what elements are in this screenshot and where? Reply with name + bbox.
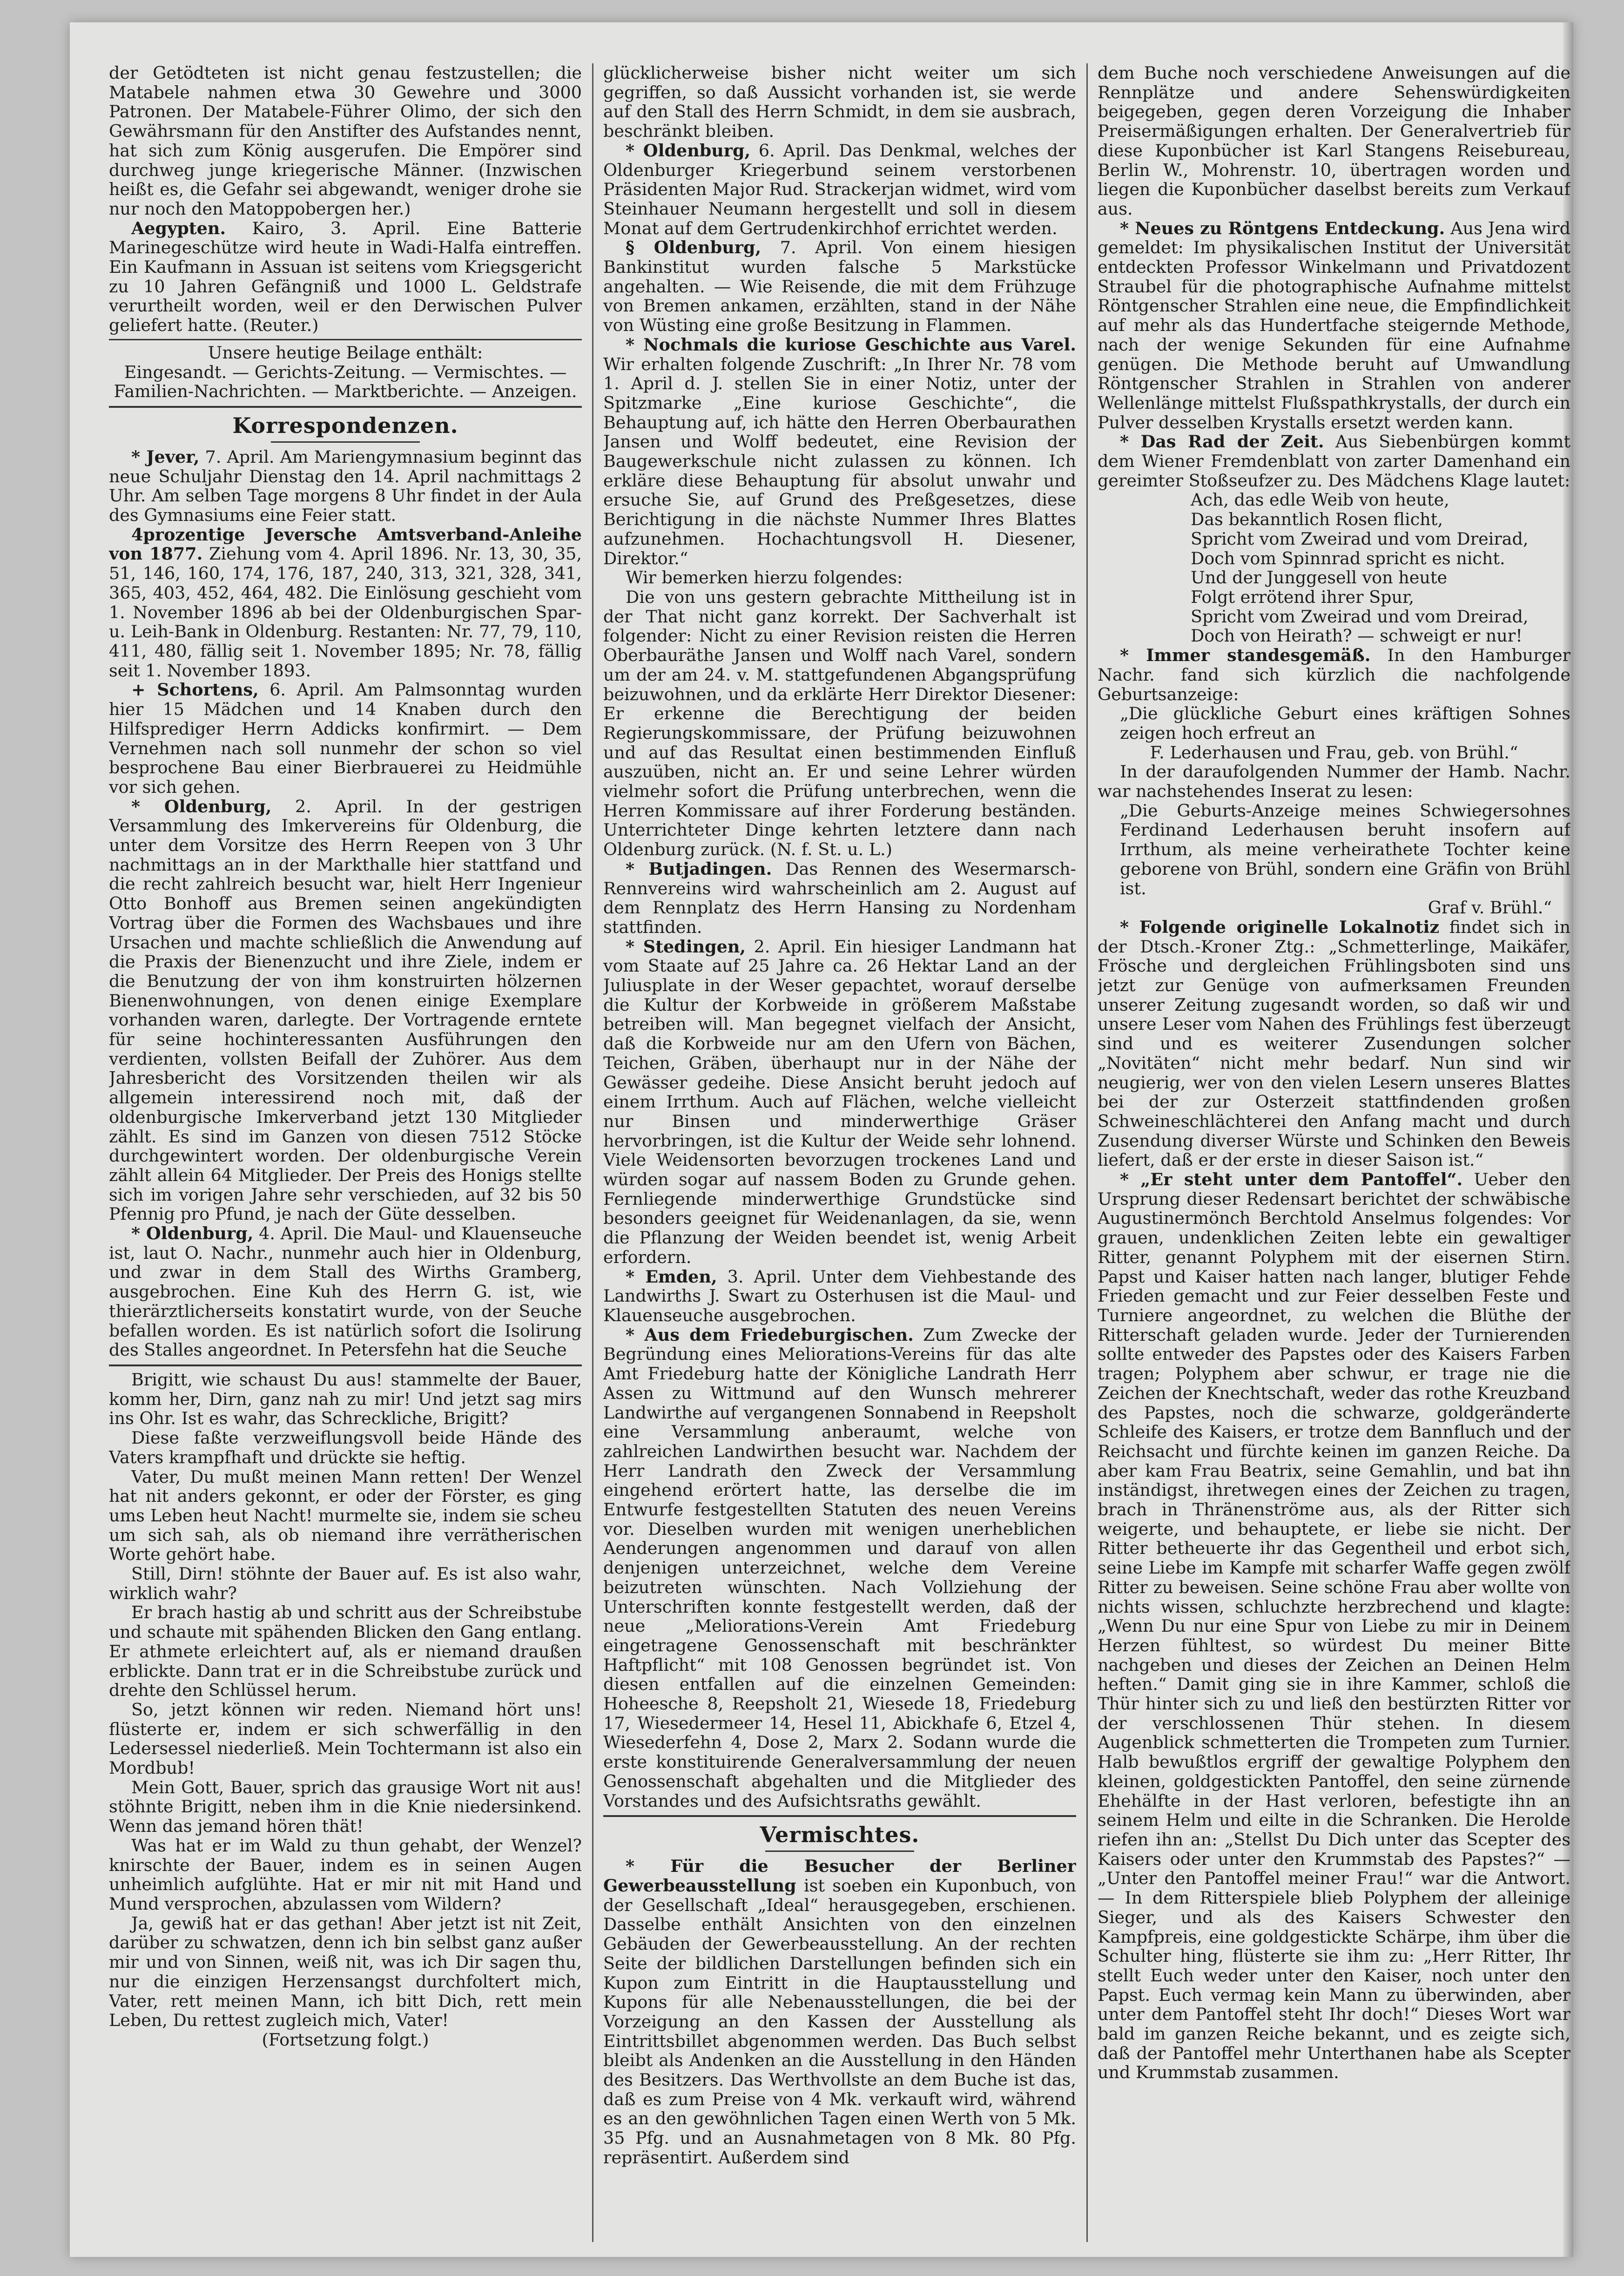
feuilleton-paragraph: Brigitt, wie schaust Du aus! stammelte der Bauer, komm her, Dirn, ganz nah zu mir! Und jetzt sag mirs ins Ohr. Ist es wahr, das Schreckliche, Brigitt? bbox=[109, 1370, 582, 1429]
heading-gewerbeausstellung: * Für die Besucher der Berliner Gewerbeausstellung bbox=[603, 1856, 1076, 1896]
article-standesgemaess-followup: In der daraufolgenden Nummer der Hamb. Nachr. war nachstehendes Inserat zu lesen: bbox=[1098, 762, 1570, 802]
feuilleton-paragraph: Ja, gewiß hat er das gethan! Aber jetzt ist nit Zeit, darüber zu schwatzen, denn ich bin selbst ganz außer mir und von Sinnen, weiß nit, was ich Dir sagen thu, nur die einzigen Herzensangst durchfoltert mich, Vater, rett meinen Mann, ich bitt Dich, rett mein Leben, Du rettest zugleich mich, Vater! bbox=[109, 1913, 582, 2031]
article-rad-der-zeit bbox=[1098, 432, 1570, 490]
article-anleihe bbox=[109, 525, 582, 681]
heading-butjadingen: * Butjadingen. bbox=[626, 858, 772, 879]
feuilleton-paragraph: Was hat er im Wald zu thun gehabt, der Wenzel? knirschte der Bauer, indem es in seinen Augen unheimlich aufglühte. Hat er mir nit mit Hand und Mund versprochen, abzulassen vom Wildern? bbox=[109, 1835, 582, 1914]
feuilleton-paragraph: So, jetzt können wir reden. Niemand hört uns! flüsterte er, indem er sich schwerfällig in den Ledersessel niederließ. Mein Tochtermann ist also ein Mordbub! bbox=[109, 1699, 582, 1778]
heading-oldenburg: * Oldenburg, bbox=[626, 140, 751, 161]
feuilleton-paragraph: Diese faßte verzweiflungsvoll beide Hände des Vaters krampfhaft und drückte sie heftig. bbox=[109, 1428, 582, 1467]
article-varel-text: Wir erhalten folgende Zuschrift: „In Ihrer Nr. 78 vom 1. April d. J. stellen Sie in einer Notiz, unter der Spitzmarke „Eine kuriose Geschichte“, die Behauptung auf, ich hätte den Herren Oberbaurathen Jansen und Wolff bedeutet, eine Revision der Baugewerkschule nicht zulassen zu können. Ich erkläre diese Behauptung für absolut unwahr und ersuche Sie, auf Grund des Preßgesetzes, diese Berichtigung in die nächste Nummer Ihres Blattes aufzunehmen. Hochachtungsvoll H. Diesener, Direktor.“ bbox=[603, 354, 1076, 568]
heading-schortens: + Schortens, bbox=[131, 680, 259, 700]
article-oldenburg-falschgeld-text: 7. April. Von einem hiesigen Bankinstitut wurden falsche 5 Markstücke angehalten. — Wie Reisende, die mit dem Frühzuge von Bremen ankamen, erzählten, stand in der Nähe von Wüsting eine große Besitzung in Flammen. bbox=[603, 237, 1076, 336]
article-oldenburg-seuche bbox=[109, 1224, 582, 1360]
article-gewerbeausstellung bbox=[603, 1857, 1076, 2167]
heading-friedeburg: * Aus dem Friedeburgischen. bbox=[626, 1324, 914, 1345]
article-aegypten bbox=[109, 219, 582, 335]
beilage-line-1: Unsere heutige Beilage enthält: bbox=[208, 342, 483, 363]
article-friedeburg bbox=[603, 1325, 1076, 1811]
feuilleton-paragraph: Vater, Du mußt meinen Mann retten! Der Wenzel hat nit anders gekonnt, er oder der Förster, es ging ums Leben heut Nacht! murmelte sie, indem sie scheu um sich sah, als ob niemand ihre verrätherischen Worte gehört habe. bbox=[109, 1466, 582, 1565]
article-standesgemaess bbox=[1098, 646, 1570, 704]
poem-line: Folgt errötend ihrer Spur, bbox=[1191, 587, 1415, 607]
article-jever bbox=[109, 447, 582, 525]
heading-standesgemaess: * Immer standesgemäß. bbox=[1120, 645, 1371, 666]
article-butjadingen bbox=[603, 859, 1076, 937]
poem-line: Und der Junggesell von heute bbox=[1191, 567, 1448, 588]
correction-announcement: „Die Geburts-Anzeige meines Schwiegersohnes Ferdinand Lederhausen beruht insofern auf Irrthum, als meine verheirathete Tochter keine geborene von Brühl, sondern eine Gräfin von Brühl ist. bbox=[1120, 800, 1570, 898]
article-anleihe-text: Ziehung vom 4. April 1896. Nr. 13, 30, 35, 51, 146, 160, 174, 176, 187, 240, 313, 321, 328, 341, 365, 403, 452, 464, 482. Die Einlösung geschieht vom 1. November 1896 ab bei der Oldenburgischen Spar- u. Leih-Bank in Oldenburg. Restanten: Nr. 77, 79, 110, 411, 480, fällig seit 1. November 1895; Nr. 78, fällig seit 1. November 1893. bbox=[109, 544, 582, 681]
divider bbox=[109, 406, 582, 408]
article-oldenburg-seuche-text: 4. April. Die Maul- und Klauenseuche ist, laut O. Nachr., nunmehr auch hier in Oldenburg, und zwar in dem Stall des Wirths Gramberg, ausgebrochen. Eine Kuh des Herrn G. ist, wie thierärztlicherseits konstatirt wurde, von der Seuche befallen worden. Es ist natürlich sofort die Isolirung des Stalles angeordnet. In Petersfehn hat die Seuche bbox=[109, 1223, 582, 1360]
article-roentgen bbox=[1098, 219, 1570, 432]
article-oldenburg-imker-text: 2. April. In der gestrigen Versammlung des Imkervereins für Oldenburg, die unter dem Vorsitze des Herrn Reepen von 3 Uhr nachmittags an in der Markthalle hier stattfand und die recht zahlreich besucht war, hielt Herr Ingenieur Otto Bonhoff aus Bremen seinen angekündigten Vortrag über die Formen des Wachsbaues und ihre Ursachen und machte schließlich die Anwendung auf die Praxis der Bienenzucht und ihre Ziele, indem er die Benutzung der von ihm konstruirten hölzernen Bienenwohnungen, von denen einige Exemplare vorhanden waren, darlegte. Der Vortragende erntete für seine hochinteressanten Ausführungen den verdienten, vollsten Beifall der Zuhörer. Aus dem Jahresbericht des Vorsitzenden theilen wir als allgemein interessirend noch mit, daß der oldenburgische Imkerverband jetzt 130 Mitglieder zählt. Es sind im Ganzen von diesen 7512 Stöcke durchgewintert worden. Der oldenburgische Verein zählt allein 64 Mitglieder. Der Preis des Honigs stellte sich im vorigen Jahre sehr verschieden, auf 32 bis 50 Pfennig pro Pfund, je nach der Güte desselben. bbox=[109, 796, 582, 1224]
heading-aegypten: Aegypten. bbox=[131, 218, 226, 238]
poem bbox=[1098, 490, 1570, 646]
article-emden bbox=[603, 1267, 1076, 1325]
article-varel-remark: Wir bemerken hierzu folgendes: bbox=[626, 567, 903, 588]
poem-line: Doch vom Spinnrad spricht es nicht. bbox=[1191, 548, 1505, 568]
article-lokalnotiz-text: findet sich in der Dtsch.-Kroner Ztg.: „Schmetterlinge, Maikäfer, Frösche und dergleichen Frühlingsboten sind uns jetzt zur Genüge von aufmerksamen Freunden unserer Zeitung zugesandt worden, so daß wir und unsere Leser vom Nahen des Frühlings fest überzeugt sind und es weiterer Zusendungen solcher „Novitäten“ nicht mehr bedarf. Nun sind wir neugierig, wer von den vielen Lesern unseres Blattes bei der zur Osterzeit stattfindenden großen Schweineschlächterei den Anfang macht und durch Zusendung diverser Würste und Schinken den Beweis liefert, daß er der erste in dieser Saison ist.“ bbox=[1098, 917, 1570, 1170]
article-schortens-text: 6. April. Am Palmsonntag wurden hier 15 Mädchen und 14 Knaben durch den Hilfsprediger Herrn Addicks konfirmirt. — Dem Vernehmen nach soll nunmehr der schon so viel besprochene Bau einer Bierbrauerei zu Heidmühle vor sich gehen. bbox=[109, 680, 582, 797]
divider bbox=[603, 1815, 1076, 1817]
poem-line: Ach, das edle Weib von heute, bbox=[1191, 490, 1449, 510]
column-divider-1 bbox=[592, 63, 593, 2242]
article-seuche-continued: glücklicherweise bisher nicht weiter um sich gegriffen, so daß Aussicht vorhanden ist, sie werde auf den Stall des Herrn Schmidt, in dem sie ausbrach, beschränkt bleiben. bbox=[603, 63, 1076, 142]
article-oldenburg-falschgeld bbox=[603, 238, 1076, 335]
poem-line: Spricht vom Zweirad und vom Dreirad, bbox=[1191, 528, 1529, 549]
heading-jever: * Jever, bbox=[131, 446, 200, 467]
article-matabele-continued: der Getödteten ist nicht genau festzustellen; die Matabele nahmen etwa 30 Gewehre und 3000 Patronen. Der Matabele-Führer Olimo, der sich den Gewährsmann für den Anstifter des Aufstandes nennt, hat sich zum König ausgerufen. Die Empörer sind durchweg junge kriegerische Männer. (Inzwischen heißt es, die Gefahr sei abgewandt, weniger drohe sie nur noch den Matoppobergen her.) bbox=[109, 63, 582, 219]
article-oldenburg-denkmal bbox=[603, 141, 1076, 238]
feuilleton-paragraph: Still, Dirn! stöhnte der Bauer auf. Es ist also wahr, wirklich wahr? bbox=[109, 1564, 582, 1603]
birth-announcement: „Die glückliche Geburt eines kräftigen Sohnes zeigen hoch erfreut an bbox=[1120, 703, 1570, 743]
divider bbox=[109, 339, 582, 340]
heading-anleihe: 4prozentige Jeversche Amtsverband-Anleihe von 1877. bbox=[109, 524, 582, 564]
heading-pantoffel: * „Er steht unter dem Pantoffel“. bbox=[1120, 1169, 1463, 1190]
article-jever-text: 7. April. Am Mariengymnasium beginnt das neue Schuljahr Dienstag den 14. April nachmittags 2 Uhr. Am selben Tage morgens 8 Uhr findet in der Aula des Gymnasiums eine Feier statt. bbox=[109, 446, 582, 526]
section-title-korrespondenzen: Korrespondenzen. bbox=[232, 412, 458, 438]
article-schortens bbox=[109, 680, 582, 797]
fortsetzung-note: (Fortsetzung folgt.) bbox=[262, 2029, 429, 2050]
heading-roentgen: * Neues zu Röntgens Entdeckung. bbox=[1120, 218, 1445, 238]
article-butjadingen-text: Das Rennen des Wesermarsch-Rennvereins wird wahrscheinlich am 2. August auf dem Rennplatz des Herrn Hansing zu Nordenham stattfinden. bbox=[603, 858, 1076, 937]
column-divider-2 bbox=[1086, 63, 1088, 2242]
heading-lokalnotiz: * Folgende originelle Lokalnotiz bbox=[1120, 917, 1440, 937]
article-varel-explanation: Die von uns gestern gebrachte Mittheilung ist in der That nicht ganz korrekt. Der Sachverhalt ist folgender: Nicht zu einer Revision reisten die Herren Oberbauräthe Jansen und Wolff nach Varel, sondern um der am 24. v. M. stattgefundenen Abgangsprüfung beizuwohnen, und da erklärte Herr Direktor Diesener: Er erkenne die Berechtigung der beiden Regierungskommissare, der Prüfung beizuwohnen und auf das Resultat einen bestimmenden Einfluß auszuüben, nicht an. Er und seine Lehrer würden vielmehr sofort die Prüfung unterbrechen, wenn die Herren Kommissare auf ihrer Forderung beständen. Unterrichteter Dinge kehrten letztere dann nach Oldenburg zurück. (N. f. St. u. L.) bbox=[603, 587, 1076, 860]
article-stedingen bbox=[603, 937, 1076, 1267]
article-stedingen-text: 2. April. Ein hiesiger Landmann hat vom Staate auf 25 Jahre ca. 26 Hektar Land an der Juliusplate in der Weser gepachtet, worauf derselbe die Kultur der Korbweide in größerem Maßstabe betreiben will. Man begegnet vielfach der Ansicht, daß die Korbweide nur am den Ufern von Bächen, Teichen, Gräben, überhaupt nur in der Nähe der Gewässer gedeihe. Diese Ansicht beruht jedoch auf einem Irrthum. Auch auf Flächen, welche vielleicht nur Binsen und minderwerthige Gräser hervorbringen, ist die Kultur der Weide sehr lohnend. Viele Weidensorten bevorzugen trockenes Land und würden sogar auf nassem Boden zu Grunde gehen. Fernliegende minderwerthige Grundstücke sind besonders geeignet für Weidenanlagen, da sie, wenn die Pflanzung der Weiden beendet ist, wenig Arbeit erfordern. bbox=[603, 936, 1076, 1267]
beilage-line-2: Eingesandt. — Gerichts-Zeitung. — Vermischtes. — bbox=[124, 362, 567, 382]
article-pantoffel-text: Ueber den Ursprung dieser Redensart berichtet der schwäbische Augustinermönch Berchtold Anselmus folgendes: Vor grauen, undenklichen Zeiten lebte ein gewaltiger Ritter, genannt Polyphem mit der eisernen Stirn. Papst und Kaiser hatten nach langer, blutiger Fehde Frieden gemacht und zur Feier desselben Feste und Turniere angeordnet, zu welchen die Blüthe der Ritterschaft geladen wurde. Jeder der Turnierenden sollte entweder des Papstes oder des Kaisers Farben tragen; Polyphem aber schwur, er trage nie die Zeichen der Knechtschaft, weder das rothe Kreuzband des Papstes, noch die schwarze, goldgeränderte Schleife des Kaisers, er trotze dem Bannfluch und der Reichsacht und fürchte keinen im ganzen Reiche. Da aber kam Frau Beatrix, seine Gemahlin, und bat ihn inständigst, ihretwegen eines der Zeichen zu tragen, brach in Thränenströme aus, als der Ritter sich weigerte, und behauptete, er liebe sie nicht. Der Ritter betheuerte ihr das Gegentheil und erbot sich, seine Liebe im Kampfe mit scharfer Waffe gegen zwölf Ritter zu beweisen. Seine schöne Frau aber wollte von nichts wissen, schluchzte herzbrechend und klagte: „Wenn Du nur eine Spur von Liebe zu mir in Deinem Herzen fühltest, so würdest Du meiner Bitte nachgeben und dieses der Zeichen an Deinen Helm heften.“ Damit ging sie in ihre Kammer, schloß die Thür hinter sich zu und ließ den bestürzten Ritter vor der verschlossenen Thür stehen. In diesem Augenblick schmetterten die Trompeten zum Turnier. Halb bewußtlos ergriff der gewaltige Polyphem den kleinen, goldgestickten Pantoffel, den seine zürnende Ehehälfte in der Hast verloren, befestigte ihn an seinem Helm und eilte in die Schranken. Die Herolde riefen ihn an: „Stellst Du Dich unter das Scepter des Kaisers oder unter den Krummstab des Papstes?“ — „Unter den Pantoffel meiner Frau!“ war die Antwort. — In dem Ritterspiele blieb Polyphem der alleinige Sieger, und als des Kaisers Schwester den Kampfpreis, eine goldgestickte Schärpe, ihm über die Schulter hing, flüsterte sie ihm zu: „Herr Ritter, Ihr stellt Euch weder unter den Kaiser, noch unter den Papst. Euch vermag kein Mann zu überwinden, aber unter dem Pantoffel steht Ihr doch!“ Dieses Wort war bald im ganzen Reiche bekannt, und es zeigte sich, daß der Pantoffel mehr Unterthanen habe als Scepter und Krummstab zusammen. bbox=[1098, 1169, 1570, 2083]
article-pantoffel bbox=[1098, 1170, 1570, 2082]
heading-rad-der-zeit: * Das Rad der Zeit. bbox=[1120, 432, 1324, 452]
article-aegypten-text: Kairo, 3. April. Eine Batterie Marinegeschütze wird heute in Wadi-Halfa eintreffen. Ein Kaufmann in Assuan ist seitens vom Kriegsgericht zu 10 Jahren Gefängniß und 1000 L. Geldstrafe verurtheilt worden, weil er den Derwischen Pulver geliefert hatte. (Reuter.) bbox=[109, 218, 582, 336]
article-oldenburg-denkmal-text: 6. April. Das Denkmal, welches der Oldenburger Kriegerbund seinem verstorbenen Präsidenten Major Rud. Strackerjan widmet, wird vom Steinhauer Neumann hergestellt und soll in diesem Monat auf dem Gertrudenkirchhof errichtet werden. bbox=[603, 140, 1076, 238]
beilage-line-3: Familien-Nachrichten. — Marktberichte. — Anzeigen. bbox=[114, 381, 577, 402]
heading-varel: * Nochmals die kuriose Geschichte aus Varel. bbox=[626, 334, 1076, 355]
poem-line: Spricht vom Zweirad und vom Dreirad, bbox=[1191, 606, 1529, 627]
poem-line: Doch von Heirath? — schweigt er nur! bbox=[1191, 626, 1523, 646]
article-gewerbeausstellung-text: ist soeben ein Kuponbuch, von der Gesellschaft „Ideal“ herausgegeben, erschienen. Dasselbe enthält Ansichten von den einzelnen Gebäuden der Gewerbeausstellung. An der rechten Seite der bildlichen Darstellungen befinden sich ein Kupon zum Eintritt in die Hauptausstellung und Kupons für alle Nebenausstellungen, die bei der Vorzeigung an den Kassen der Ausstellung als Eintrittsbillet abgenommen werden. Das Buch selbst bleibt als Andenken an die Ausstellung in den Händen des Besitzers. Das Werthvollste an dem Buche ist das, daß es zum Preise von 4 Mk. verkauft wird, während es an den gewöhnlichen Tagen einen Werth von 5 Mk. 35 Pfg. und an Ausnahmetagen von 8 Mk. 80 Pfg. repräsentirt. Außerdem sind bbox=[603, 1875, 1076, 2168]
article-kuponbuch-continued: dem Buche noch verschiedene Anweisungen auf die Rennplätze und andere Sehenswürdigkeiten beigegeben, gegen deren Vorzeigung die Inhaber Preisermäßigungen erhalten. Der Generalvertrieb für diese Kuponbücher ist Karl Stangens Reisebureau, Berlin W., Mohrenstr. 10, übertragen worden und liegen die Kuponbücher daselbst bereits zum Verkauf aus. bbox=[1098, 63, 1570, 219]
article-lokalnotiz bbox=[1098, 918, 1570, 1170]
article-varel bbox=[603, 335, 1076, 568]
article-roentgen-text: Aus Jena wird gemeldet: Im physikalischen Institut der Universität entdeckten Professor Winkelmann und Privatdozent Straubel für die photographische Aufnahme mittelst Röntgenscher Strahlen eine neue, die Empfindlichkeit auf mehr als das Hundertfache steigernde Methode, nach der wenige Sekunden für eine Aufnahme genügen. Die Methode beruht auf Umwandlung Röntgenscher Strahlen in Strahlen von anderer Wellenlänge mittelst Flußspathkrystalls, der durch ein Pulver desselben Krystalls ersetzt werden kann. bbox=[1098, 218, 1570, 432]
column-1 bbox=[109, 63, 582, 2251]
article-standesgemaess-text: In den Hamburger Nachr. fand sich kürzlich die nachfolgende Geburtsanzeige: bbox=[1098, 645, 1570, 704]
feuilleton-paragraph: Mein Gott, Bauer, sprich das grausige Wort nit aus! stöhnte Brigitt, neben ihm in die Knie niedersinkend. Wenn das jemand hören thät! bbox=[109, 1777, 582, 1837]
article-friedeburg-text: Zum Zwecke der Begründung eines Meliorations-Vereins für das alte Amt Friedeburg hatte der Königliche Landrath Herr Assen zu Wittmund auf den Wunsch mehrerer Landwirthe auf vergangenen Sonnabend in Reepsholt eine Versammlung anberaumt, welche von zahlreichen Landwirthen besucht war. Nachdem der Herr Landrath den Zweck der Versammlung eingehend erörtert hatte, las derselbe die im Entwurfe festgestellten Statuten des neuen Vereins vor. Dieselben wurden mit wenigen unerheblichen Aenderungen angenommen und darauf von allen denjenigen unterzeichnet, welche dem Vereine beizutreten wünschten. Nach Vollziehung der Unterschriften konnte festgestellt werden, daß der neue „Meliorations-Verein Amt Friedeburg eingetragene Genossenschaft mit beschränkter Haftpflicht“ mit 108 Genossen begründet ist. Von diesen entfallen auf die einzelnen Gemeinden: Hoheesche 8, Reepsholt 21, Wiesede 18, Friedeburg 17, Wiesedermeer 14, Hesel 11, Abickhafe 6, Etzel 4, Wiesederfehn 4, Dose 2, Marx 2. Sodann wurde die erste konstituirende Generalversammlung der neuen Genossenschaft abgehalten und die Mitglieder des Vorstandes und des Aufsichtsraths gewählt. bbox=[603, 1324, 1076, 1811]
heading-oldenburg: * Oldenburg, bbox=[131, 1223, 254, 1244]
feuilleton-divider bbox=[109, 1364, 582, 1366]
heading-oldenburg: § Oldenburg, bbox=[626, 237, 761, 258]
column-3 bbox=[1098, 63, 1570, 2251]
heading-stedingen: * Stedingen, bbox=[626, 936, 746, 957]
section-title-vermischtes: Vermischtes. bbox=[760, 1822, 920, 1848]
poem-line: Das bekanntlich Rosen flicht, bbox=[1191, 509, 1443, 530]
correction-signature: Graf v. Brühl.“ bbox=[1428, 898, 1552, 918]
title-underline bbox=[271, 441, 420, 443]
article-oldenburg-imker bbox=[109, 797, 582, 1224]
heading-emden: * Emden, bbox=[626, 1266, 717, 1287]
birth-announcement-signature: F. Lederhausen und Frau, geb. von Brühl.“ bbox=[1150, 742, 1518, 763]
title-underline bbox=[765, 1851, 914, 1852]
article-emden-text: 3. April. Unter dem Viehbestande des Landwirths J. Swart zu Osterhusen ist die Maul- und Klauenseuche ausgebrochen. bbox=[603, 1266, 1076, 1325]
newspaper-page bbox=[70, 22, 1573, 2257]
feuilleton-paragraph: Er brach hastig ab und schritt aus der Schreibstube und schaute mit spähenden Blicken den Gang entlang. Er athmete erleichtert auf, als er niemand draußen erblickte. Dann trat er in die Schreibstube zurück und drehte den Schlüssel herum. bbox=[109, 1602, 582, 1701]
article-rad-der-zeit-text: Aus Siebenbürgen kommt dem Wiener Fremdenblatt von zarter Damenhand ein gereimter Stoßseufzer zu. Des Mädchens Klage lautet: bbox=[1098, 432, 1570, 491]
column-2 bbox=[603, 63, 1076, 2251]
heading-oldenburg: * Oldenburg, bbox=[131, 796, 272, 817]
